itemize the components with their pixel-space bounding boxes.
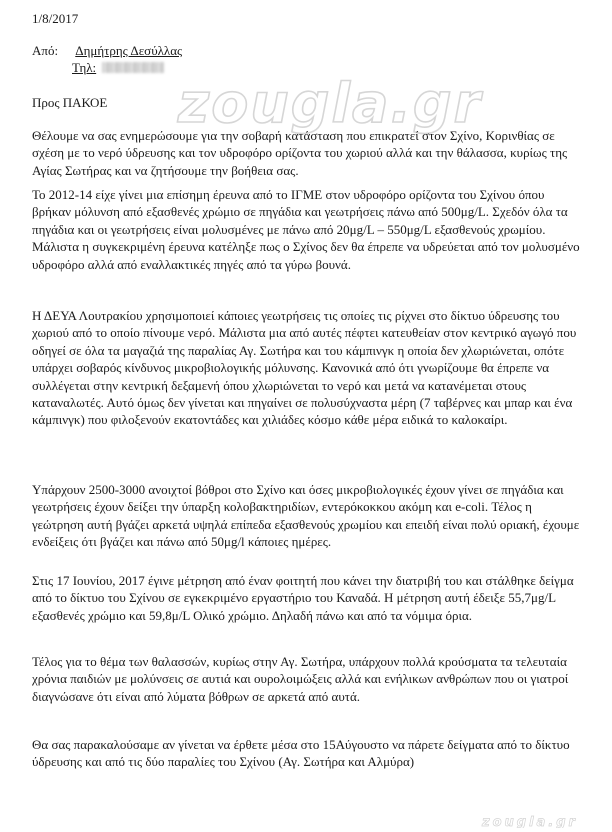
paragraph-measurement: Στις 17 Ιουνίου, 2017 έγινε μέτρηση από έναν φοιτητή που κάνει την διατριβή του και στάλθηκε δείγμα από το δίκτυο του Σχίνου σε εγκεκριμένο εργαστήριο του Καναδά. Η μέτρηση αυτή έδειξε 55,7μg/L εξασθενές χρώμιο και 59,8μ/L Ολικό χρώμιο. Δηλαδή πάνω και από τα νόμιμα όρια. xyxy=(32,573,574,623)
footer-watermark-text: zougla.gr xyxy=(482,815,578,828)
paragraph-sea-infections: Τέλος για το θέμα των θαλασσών, κυρίως στην Αγ. Σωτήρα, υπάρχουν πολλά κρούσματα τα τελευταία χρόνια παιδιών με μολύνσεις σε αυτιά και ουρολοιμώξεις αλλά και ενήλικων ανθρώπων που οι γιατροί διαγνώσανε ότι είναι από λύματα βόθρων σε αρκετά από αυτά. xyxy=(32,654,569,704)
sender-name: Δημήτρης Δεσύλλας xyxy=(75,43,183,58)
sender-line xyxy=(32,43,182,59)
footer-watermark xyxy=(455,814,605,828)
phone-label: Τηλ: xyxy=(72,60,97,75)
paragraph-cesspits: Υπάρχουν 2500-3000 ανοιχτοί βόθροι στο Σχίνο και όσες μικροβιολογικές έχουν γίνει σε πηγάδια και γεωτρήσεις έχουν δείξει την ύπαρξη κολοβακτηριδίων, εντερόκοκκου ακόμη και e-coli. Τέλος η γεώτρηση αυτή βγάζει αρκετά υψηλά επίπεδα εξασθενούς χρωμίου και επειδή είναι πολύ οριακή, έχουμε ενδείξεις ότι βγάζει και πάνω από 50μg/l κάποιες ημέρες. xyxy=(32,482,580,550)
phone-line xyxy=(72,60,164,76)
salutation: Προς ΠΑΚΟΕ xyxy=(32,95,108,110)
redacted-phone-number xyxy=(102,62,164,73)
paragraph-igme-study: Το 2012-14 είχε γίνει μια επίσημη έρευνα από το ΙΓΜΕ στον υδροφόρο ορίζοντα του Σχίνου όπου βρήκαν μόλυνση από εξασθενές χρώμιο σε πηγάδια και γεωτρήσεις πάνω από 500μg/L. Σχεδόν όλα τα πηγάδια και οι γεωτρήσεις είναι μολυσμένες με πάνω από 20μg/L – 550μg/L εξασθενούς χρωμίου. Μάλιστα η συγκεκριμένη έρευνα κατέληξε πως ο Σχίνος δεν θα έπρεπε να υδρεύεται από τον μολυσμένο υδροφόρο αλλά από εναλλακτικές πηγές από τα γύρω βουνά. xyxy=(32,187,580,272)
paragraph-request: Θα σας παρακαλούσαμε αν γίνεται να έρθετε μέσα στο 15Αύγουστο να πάρετε δείγματα από το δίκτυο ύδρευσης και από τις δύο παραλίες του Σχίνου (Αγ. Σωτήρα και Αλμύρα) xyxy=(32,737,570,770)
watermark-text: zougla.gr xyxy=(177,72,483,135)
letter-date: 1/8/2017 xyxy=(32,11,79,26)
from-label: Από: xyxy=(32,43,59,58)
paragraph-deya-boreholes: Η ΔΕΥΑ Λουτρακίου χρησιμοποιεί κάποιες γεωτρήσεις τις οποίες τις ρίχνει στο δίκτυο ύδρευσης του χωριού από το οποίο πίνουμε νερό. Μάλιστα μια από αυτές πέφτει κατευθείαν στον κεντρικό αγωγό που οδηγεί σε όλα τα μαγαζιά της παραλίας Αγ. Σωτήρα και του κάμπινγκ η οποία δεν χλωριώνεται, οπότε υπάρχει σοβαρός κίνδυνος μικροβιολογικής μόλυνσης. Κανονικά από ότι γνωρίζουμε θα έπρεπε να συλλέγεται στην κεντρική δεξαμενή όπου χλωριώνεται το νερό και μετά να κατανέμεται στους καταναλωτές. Αυτό όμως δεν γίνεται και πηγαίνει σε πολυσύχναστα μέρη (7 ταβέρνες και μπαρ και ένα κάμπινγκ) που φιλοξενούν εκατοντάδες και χιλιάδες κόσμο κάθε μέρα ειδικά το καλοκαίρι. xyxy=(32,308,577,428)
paragraph-intro: Θέλουμε να σας ενημερώσουμε για την σοβαρή κατάσταση που επικρατεί στον Σχίνο, Κορινθίας σε σχέση με το νερό ύδρευσης και τον υδροφόρο ορίζοντα του χωριού αλλά και την θάλασσα, κυρίως της Αγίας Σωτήρας και να ζητήσουμε την βοήθεια σας. xyxy=(32,128,568,178)
